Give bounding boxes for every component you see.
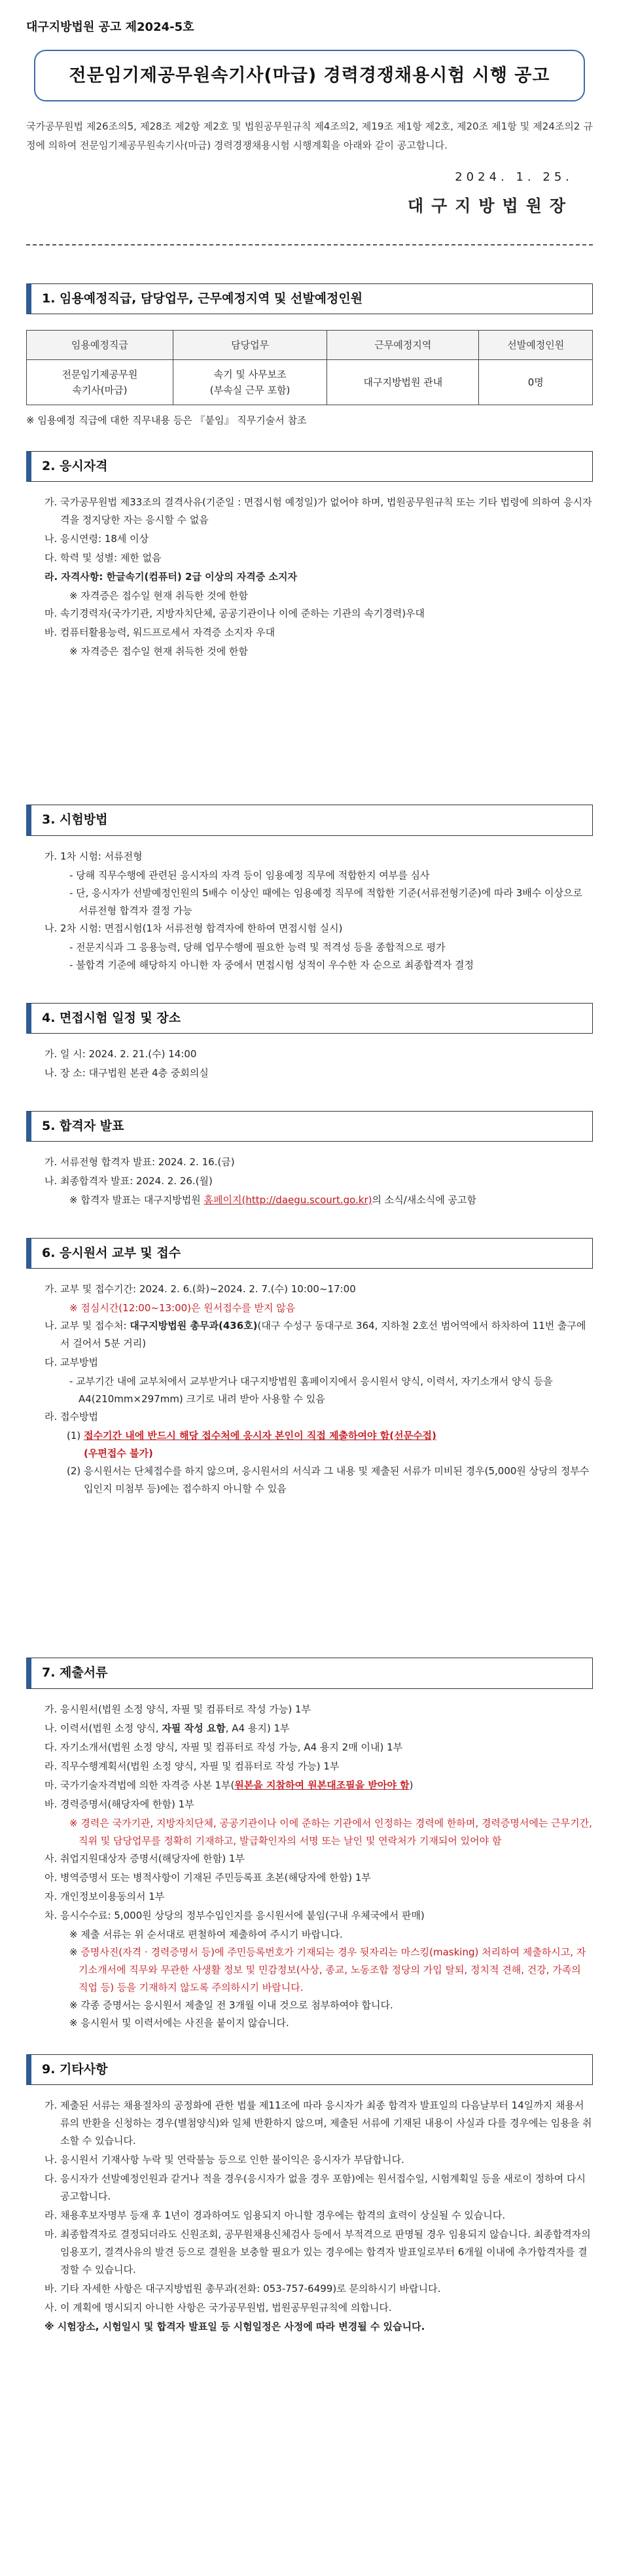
section-7-items [26, 1701, 593, 2032]
list-item: 사. 이 계획에 명시되지 아니한 사항은 국가공무원법, 법원공무원규칙에 의합니다. [44, 2301, 392, 2313]
list-item: 다. 학력 및 성별: 제한 없음 [44, 552, 162, 564]
list-note: ※ 각종 증명서는 응시원서 제출일 전 3개월 이내 것으로 첨부하여야 합니다. [69, 1999, 393, 2011]
list-item: 나. 최종합격자 발표: 2024. 2. 26.(월) [44, 1175, 213, 1187]
item-text-bold: 대구지방법원 총무과(436호) [130, 1320, 258, 1332]
list-item: 라. 자격사항: 한글속기(컴퓨터) 2급 이상의 자격증 소지자 [44, 571, 297, 583]
note-text: ※ [69, 1946, 81, 1958]
cell-count: 0명 [479, 359, 593, 405]
list-item: 가. 응시원서(법원 소정 양식, 자필 및 컴퓨터로 작성 가능) 1부 [44, 1703, 311, 1715]
cell-duty-line1: 속기 및 사무보조 [213, 368, 287, 380]
section-9-heading: 9. 기타사항 [26, 2054, 593, 2085]
list-subitem: - 단, 응시자가 선발예정인원의 5배수 이상인 때에는 임용예정 직무에 적합한 기준(서류전형기준)에 따라 3배수 이상으로 서류전형 합격자 결정 가능 [69, 886, 582, 916]
section-6-heading: 6. 응시원서 교부 및 접수 [26, 1238, 593, 1269]
list-item: 바. 경력증명서(해당자에 한함) 1부 [44, 1798, 194, 1810]
notice-title: 전문임기제공무원속기사(마급) 경력경쟁채용시험 시행 공고 [34, 50, 585, 101]
list-note: ※ 자격증은 접수일 현재 취득한 것에 한함 [69, 590, 249, 602]
item-text: 마. 국가기술자격법에 의한 자격증 사본 1부( [44, 1779, 235, 1791]
table-note: ※ 임용예정 직급에 대한 직무내용 등은 『붙임』 직무기술서 참조 [26, 414, 307, 426]
homepage-link[interactable]: 홈페이지(http://daegu.scourt.go.kr) [203, 1194, 372, 1206]
cell-grade-line2: 속기사(마급) [72, 384, 128, 396]
list-item: 가. 서류전형 합격자 발표: 2024. 2. 16.(금) [44, 1156, 235, 1168]
signer: 대구지방법원장 [407, 196, 573, 215]
cell-region: 대구지방법원 관내 [327, 359, 479, 405]
section-7-heading: 7. 제출서류 [26, 1658, 593, 1688]
section-4-heading: 4. 면접시험 일정 및 장소 [26, 1003, 593, 1034]
item-text: 나. 이력서(법원 소정 양식, [44, 1722, 162, 1734]
list-item: 사. 취업지원대상자 증명서(해당자에 한함) 1부 [44, 1852, 245, 1864]
list-note: ※ 응시원서 및 이력서에는 사진을 붙이지 않습니다. [69, 2016, 289, 2029]
list-item: 차. 응시수수료: 5,000원 상당의 정부수입인지를 응시원서에 붙임(구내 우체국에서 판매) [44, 1909, 425, 1921]
list-item: 다. 교부방법 [44, 1356, 98, 1369]
section-3-heading: 3. 시험방법 [26, 805, 593, 835]
list-item: 다. 자기소개서(법원 소정 양식, 자필 및 컴퓨터로 작성 가능, A4 용지 2매 이내) 1부 [44, 1741, 403, 1753]
list-item: 라. 접수방법 [44, 1411, 98, 1423]
list-item: 라. 직무수행계획서(법원 소정 양식, 자필 및 컴퓨터로 작성 가능) 1부 [44, 1760, 340, 1772]
item-text-red: 접수기간 내에 반드시 해당 접수처에 응시자 본인이 직접 제출하여야 함(선문수접) [84, 1430, 436, 1442]
section-3-items [26, 848, 593, 974]
note-text: ※ 합격자 발표는 대구지방법원 [69, 1194, 204, 1206]
list-item [44, 1777, 593, 1794]
list-subitem: - 전문지식과 그 응용능력, 당해 업무수행에 필요한 능력 및 적격성 등을 종합적으로 평가 [69, 941, 446, 953]
table-header: 담당업무 [173, 330, 327, 359]
item-text-bold: 자필 작성 요함 [162, 1722, 226, 1734]
item-text: (대구 수성구 동대구로 364, 지하철 2호선 범어역에서 하차하여 11번 출구에서 걸어서 5분 거리) [60, 1320, 586, 1350]
item-text: (1) [67, 1430, 84, 1442]
list-item: 마. 속기경력자(국가기관, 지방자치단체, 공공기관이나 이에 준하는 기관의 속기경력)우대 [44, 608, 425, 620]
table-header: 근무예정지역 [327, 330, 479, 359]
section-9-items [26, 2097, 593, 2336]
list-item: 마. 최종합격자로 결정되더라도 신원조회, 공무원채용신체검사 등에서 부적격으로 판명될 경우 임용되지 않습니다. 최종합격자의 임용포기, 결격사유의 발견 등으로 결원을 보충할 필요가 있는 경우에는 합격자 발표일로부터 6개월 이내에 추가합격자를 결정할 수 있습니다. [44, 2228, 591, 2276]
section-1-heading: 1. 임용예정직급, 담당업무, 근무예정지역 및 선발예정인원 [26, 283, 593, 314]
list-subitem: - 당해 직무수행에 관련된 응시자의 자격 등이 임용예정 직무에 적합한지 여부를 심사 [69, 869, 430, 881]
list-note: ※ 경력은 국가기관, 지방자치단체, 공공기관이나 이에 준하는 기관에서 인정하는 경력에 한하며, 경력증명서에는 근무기간, 직위 및 담당업무를 정확히 기재하고, 발급확인자의 서명 또는 날인 및 연락처가 기재되어 있어야 함 [69, 1817, 592, 1847]
cell-duty [173, 359, 327, 405]
list-note: ※ 자격증은 접수일 현재 취득한 것에 한함 [69, 645, 249, 658]
list-subitem: - 불합격 기준에 해당하지 아니한 자 중에서 면접시험 성적이 우수한 자 순으로 최종합격자 결정 [69, 958, 474, 971]
section-5-items [26, 1153, 593, 1209]
item-text: ) [409, 1779, 414, 1791]
cell-duty-line2: (부속실 근무 포함) [209, 384, 291, 396]
page-gap [26, 1498, 593, 1629]
item-text-red: 원본을 지참하여 원본대조필을 받아야 함 [234, 1779, 410, 1791]
note-text: 의 소식/새소식에 공고함 [372, 1194, 477, 1206]
page-gap [26, 661, 593, 776]
list-item: 다. 응시자가 선발예정인원과 같거나 적을 경우(응시자가 없을 경우 포함)에는 원서접수일, 시험계획일 등을 새로이 정하여 다시 공고합니다. [44, 2172, 586, 2202]
list-item: 가. 교부 및 접수기간: 2024. 2. 6.(화)~2024. 2. 7.(수) 10:00~17:00 [44, 1283, 356, 1296]
table-row [27, 359, 593, 405]
list-note [44, 1191, 593, 1209]
table-header-row [27, 330, 593, 359]
list-item [44, 1317, 593, 1352]
list-item: 나. 2차 시험: 면접시험(1차 서류전형 합격자에 한하여 면접시험 실시) [44, 922, 343, 934]
notice-number: 대구지방법원 공고 제2024-5호 [26, 20, 194, 34]
list-item: 가. 일 시: 2024. 2. 21.(수) 14:00 [44, 1047, 197, 1060]
note-text-red: 증명사진(자격 · 경력증명서 등)에 주민등록번호가 기재되는 경우 뒷자리는 마스킹(masking) 처리하여 제출하시고, 자기소개서에 직무와 무관한 사생활 정보 및 민감정보(사상, 종교, 노동조합 정당의 가입 탈퇴, 정치적 견해, 건강, 가족의 직업 등) 등을 기재하지 않도록 주의하시기 바랍니다. [79, 1946, 586, 1993]
cell-grade-line1: 전문임기제공무원 [62, 368, 138, 380]
section-6-items [26, 1280, 593, 1498]
list-item: 나. 장 소: 대구법원 본관 4층 중회의실 [44, 1066, 209, 1079]
divider [26, 244, 593, 245]
table-header: 선발예정인원 [479, 330, 593, 359]
table-header: 임용예정직급 [27, 330, 173, 359]
final-note: ※ 시험장소, 시험일시 및 합격자 발표일 등 시험일정은 사정에 따라 변경될 수 있습니다. [44, 2320, 425, 2332]
intro-paragraph: 국가공무원법 제26조의5, 제28조 제2항 제2호 및 법원공무원규칙 제4조의2, 제19조 제1항 제2호, 제20조 제1항 및 제24조의2 규정에 의하여 전문임기제공무원속기사(마급) 경력경쟁채용시험 시행계획을 아래와 같이 공고합니다. [26, 120, 593, 151]
list-item: 가. 제출된 서류는 채용절차의 공정화에 관한 법률 제11조에 따라 응시자가 최종 합격자 발표일의 다음날부터 14일까지 채용서류의 반환을 신청하는 경우(별첨양식)와 일체 반환하지 않으며, 제출된 서류에 기재된 내용이 사실과 다를 경우에는 임용을 취소할 수 있습니다. [44, 2099, 592, 2147]
list-item: 바. 컴퓨터활용능력, 워드프로세서 자격증 소지자 우대 [44, 626, 275, 639]
list-item: 자. 개인정보이용동의서 1부 [44, 1890, 165, 1902]
cell-grade [27, 359, 173, 405]
list-subitem: - 교부기간 내에 교부처에서 교부받거나 대구지방법원 홈페이지에서 응시원서 양식, 이력서, 자기소개서 양식 등을 A4(210mm×297mm) 크기로 내려 받아 사용할 수 있음 [69, 1375, 553, 1406]
list-item: 바. 기타 자세한 사항은 대구지방법원 총무과(전화: 053-757-6499)로 문의하시기 바랍니다. [44, 2282, 441, 2295]
section-4-items [26, 1045, 593, 1082]
list-item: 아. 병역증명서 또는 병적사항이 기재된 주민등록표 초본(해당자에 한함) 1부 [44, 1871, 371, 1883]
item-text: , A4 용지) 1부 [225, 1722, 290, 1734]
list-item: 가. 국가공무원법 제33조의 결격사유(기준일 : 면접시험 예정일)가 없어야 하며, 법원공무원규칙 또는 기타 법령에 의하여 응시자격을 정지당한 자는 응시할 수 없음 [44, 496, 592, 526]
list-item [44, 1720, 593, 1737]
list-note: ※ 제출 서류는 위 순서대로 편철하여 제출하여 주시기 바랍니다. [69, 1928, 343, 1940]
list-note: ※ 점심시간(12:00~13:00)은 원서접수를 받지 않음 [69, 1302, 296, 1315]
section-2-heading: 2. 응시자격 [26, 451, 593, 482]
list-item: 가. 1차 시험: 서류전형 [44, 850, 143, 862]
list-subitem [44, 1427, 593, 1462]
section-5-heading: 5. 합격자 발표 [26, 1111, 593, 1142]
notice-date: 2024. 1. 25. [455, 170, 573, 185]
item-text-red: (우편접수 불가) [84, 1447, 153, 1460]
section-2-items [26, 494, 593, 661]
list-item: 나. 응시원서 기재사항 누락 및 연락불능 등으로 인한 불이익은 응시자가 부담합니다. [44, 2153, 404, 2166]
list-item: 라. 채용후보자명부 등재 후 1년이 경과하여도 임용되지 아니할 경우에는 합격의 효력이 상실될 수 있습니다. [44, 2209, 506, 2221]
list-subitem: (2) 응시원서는 단체접수를 하지 않으며, 응시원서의 서식과 그 내용 및 제출된 서류가 미비된 경우(5,000원 상당의 정부수입인지 미첨부 등)에는 접수하지 아니할 수 있음 [67, 1465, 590, 1495]
list-note [44, 1944, 593, 1997]
recruit-table [26, 330, 593, 405]
list-item: 나. 응시연령: 18세 이상 [44, 533, 149, 545]
item-text: 나. 교부 및 접수처: [44, 1320, 130, 1332]
